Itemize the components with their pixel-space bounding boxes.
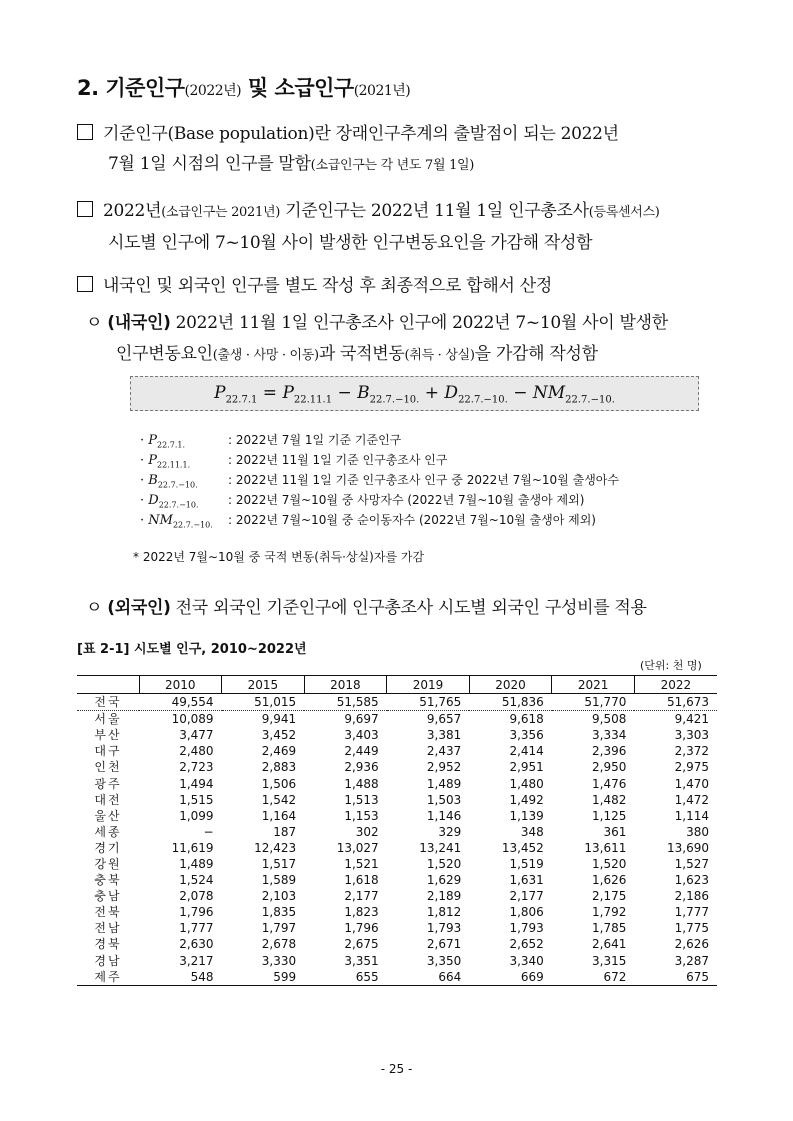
bullet-domestic-foreign: 내국인 및 외국인 인구를 별도 작성 후 최종적으로 합해서 산정 — [77, 271, 552, 301]
value-cell: 3,403 — [344, 728, 379, 743]
region-cell: 제주 — [77, 969, 139, 986]
region-cell: 경남 — [94, 953, 122, 968]
value-cell: 13,690 — [667, 840, 709, 855]
header-cell: 2019 — [387, 676, 470, 694]
value-cell: 675 — [634, 969, 717, 986]
value-cell: 655 — [304, 969, 387, 986]
value-cell: 2,372 — [674, 744, 709, 759]
value-cell: 3,350 — [426, 953, 462, 968]
value-cell: 3,351 — [344, 953, 379, 968]
table-row — [77, 888, 717, 904]
definition-item: · $P_{22.11.1.}$ : 2022년 11월 1일 기준 인구총조사 인구 — [140, 453, 448, 470]
region-cell: 대구 — [94, 744, 122, 759]
value-cell: 2,630 — [179, 937, 214, 952]
value-cell: 1,524 — [179, 873, 214, 888]
region-cell: 강원 — [94, 856, 122, 871]
value-cell: 1,542 — [261, 792, 297, 807]
table-header-row — [77, 676, 717, 694]
circle-bullet-icon: ㅇ — [86, 313, 103, 333]
value-cell: 1,489 — [426, 776, 462, 791]
value-cell: 669 — [469, 969, 552, 986]
square-bullet-icon — [77, 124, 93, 140]
value-cell: 1,153 — [344, 808, 379, 823]
region-cell: 대전 — [94, 792, 122, 807]
value-cell: 2,177 — [344, 889, 379, 904]
value-cell: 1,472 — [674, 792, 709, 807]
region-cell: 부산 — [94, 728, 122, 743]
region-cell: 서울 — [94, 712, 122, 727]
value-cell: 13,027 — [336, 840, 379, 855]
formula-definitions — [140, 430, 619, 530]
value-cell: 1,114 — [674, 808, 709, 823]
value-cell: 2,678 — [261, 937, 297, 952]
value-cell: 9,421 — [674, 712, 709, 727]
header-cell — [77, 676, 139, 694]
table-row — [77, 969, 717, 986]
definition-item: · $D_{22.7.-10.}$ : 2022년 7월~10월 중 사망자수 (2022년 7월~10월 출생아 제외) — [140, 493, 585, 510]
value-cell: 1,777 — [179, 921, 214, 936]
value-cell: 3,381 — [426, 728, 462, 743]
value-cell: 12,423 — [254, 840, 297, 855]
value-cell: 2,078 — [179, 889, 214, 904]
value-cell: 2,469 — [261, 744, 297, 759]
header-cell: 2021 — [552, 676, 635, 694]
value-cell: 187 — [273, 824, 297, 839]
value-cell: 1,618 — [344, 873, 379, 888]
value-cell: 2,437 — [426, 744, 462, 759]
header-cell: 2010 — [139, 676, 222, 694]
value-cell: 2,883 — [261, 760, 297, 775]
value-cell: − — [203, 824, 214, 839]
table-row — [77, 792, 717, 808]
footnote: * 2022년 7월∼10월 중 국적 변동(취득·상실)자를 가감 — [133, 550, 425, 564]
region-cell: 세종 — [94, 824, 122, 839]
value-cell: 1,482 — [592, 792, 627, 807]
value-cell: 51,015 — [222, 694, 305, 711]
value-cell: 10,089 — [171, 712, 214, 727]
value-cell: 664 — [387, 969, 470, 986]
value-cell: 1,527 — [674, 856, 709, 871]
value-cell: 2,175 — [592, 889, 627, 904]
table-row — [77, 743, 717, 759]
region-cell: 경기 — [94, 840, 122, 855]
header-cell: 2020 — [469, 676, 552, 694]
table-row — [77, 920, 717, 936]
table-caption: [표 2-1] 시도별 인구, 2010~2022년 — [77, 642, 307, 657]
value-cell: 1,139 — [509, 808, 544, 823]
value-cell: 1,503 — [426, 792, 462, 807]
region-cell: 전국 — [77, 694, 139, 711]
value-cell: 9,618 — [509, 712, 544, 727]
value-cell: 1,793 — [509, 921, 544, 936]
value-cell: 1,589 — [261, 873, 297, 888]
value-cell: 3,340 — [509, 953, 544, 968]
value-cell: 51,770 — [552, 694, 635, 711]
value-cell: 1,494 — [179, 776, 214, 791]
value-cell: 1,631 — [509, 873, 544, 888]
value-cell: 3,452 — [261, 728, 297, 743]
table-row — [77, 808, 717, 824]
value-cell: 3,356 — [509, 728, 544, 743]
table-row — [77, 694, 717, 711]
value-cell: 1,164 — [261, 808, 297, 823]
value-cell: 2,950 — [592, 760, 627, 775]
value-cell: 1,629 — [426, 873, 462, 888]
value-cell: 2,480 — [179, 744, 214, 759]
value-cell: 1,812 — [426, 905, 462, 920]
value-cell: 599 — [222, 969, 305, 986]
region-cell: 전북 — [94, 905, 122, 920]
value-cell: 2,626 — [674, 937, 709, 952]
table-row — [77, 856, 717, 872]
value-cell: 3,315 — [592, 953, 627, 968]
value-cell: 3,334 — [592, 728, 627, 743]
value-cell: 1,792 — [592, 905, 627, 920]
value-cell: 49,554 — [139, 694, 222, 711]
value-cell: 2,975 — [674, 760, 709, 775]
header-cell: 2022 — [634, 676, 717, 694]
value-cell: 1,626 — [592, 873, 627, 888]
value-cell: 51,585 — [304, 694, 387, 711]
value-cell: 2,396 — [592, 744, 627, 759]
square-bullet-icon — [77, 276, 93, 292]
value-cell: 2,103 — [261, 889, 297, 904]
value-cell: 1,488 — [344, 776, 379, 791]
value-cell: 2,189 — [426, 889, 462, 904]
value-cell: 3,477 — [179, 728, 214, 743]
value-cell: 548 — [139, 969, 222, 986]
value-cell: 9,508 — [592, 712, 627, 727]
value-cell: 302 — [355, 824, 379, 839]
value-cell: 2,951 — [509, 760, 544, 775]
value-cell: 13,241 — [419, 840, 462, 855]
foreign-paragraph: ㅇ (외국인) 전국 외국인 기준인구에 인구총조사 시도별 외국인 구성비를 적용 — [86, 598, 647, 618]
region-cell: 광주 — [94, 776, 122, 791]
population-table — [77, 675, 717, 986]
value-cell: 2,186 — [674, 889, 709, 904]
definition-item: · $B_{22.7.-10.}$ : 2022년 11월 1일 기준 인구총조사 인구 중 2022년 7월~10월 출생아수 — [140, 473, 619, 490]
table-row — [77, 824, 717, 840]
bullet-reference-method: 2022년(소급인구는 2021년) 기준인구는 2022년 11월 1일 인구총조사(등록센서스) 시도별 인구에 7~10월 사이 발생한 인구변동요인을 가감해 작성함 — [77, 196, 660, 258]
region-cell: 경북 — [94, 937, 122, 952]
value-cell: 51,673 — [634, 694, 717, 711]
value-cell: 1,470 — [674, 776, 709, 791]
value-cell: 2,641 — [592, 937, 627, 952]
value-cell: 1,492 — [509, 792, 544, 807]
region-cell: 울산 — [94, 808, 122, 823]
table-row — [77, 840, 717, 856]
region-cell: 충남 — [94, 889, 122, 904]
value-cell: 1,796 — [179, 905, 214, 920]
value-cell: 1,793 — [426, 921, 462, 936]
value-cell: 3,287 — [674, 953, 709, 968]
table-row — [77, 711, 717, 728]
region-cell: 전남 — [94, 921, 122, 936]
value-cell: 11,619 — [171, 840, 214, 855]
value-cell: 2,952 — [426, 760, 462, 775]
value-cell: 51,836 — [469, 694, 552, 711]
value-cell: 1,797 — [261, 921, 297, 936]
table-row — [77, 775, 717, 791]
value-cell: 329 — [438, 824, 462, 839]
definition-item: · $P_{22.7.1.}$ : 2022년 7월 1일 기준 기준인구 — [140, 433, 402, 450]
value-cell: 1,777 — [674, 905, 709, 920]
region-cell: 인천 — [94, 760, 122, 775]
value-cell: 13,611 — [584, 840, 627, 855]
section-title: 2. 기준인구(2022년) 및 소급인구(2021년) — [77, 76, 411, 100]
domestic-paragraph: ㅇ (내국인) 2022년 11월 1일 인구총조사 인구에 2022년 7~10월 사이 발생한 인구변동요인(출생 · 사망 · 이동)과 국적변동(취득 · 상실)을 가감해 작성함 — [86, 313, 668, 364]
value-cell: 1,623 — [674, 873, 709, 888]
value-cell: 2,936 — [344, 760, 379, 775]
value-cell: 2,675 — [344, 937, 379, 952]
value-cell: 2,414 — [509, 744, 544, 759]
value-cell: 1,775 — [674, 921, 709, 936]
value-cell: 1,823 — [344, 905, 379, 920]
value-cell: 1,476 — [592, 776, 627, 791]
value-cell: 1,521 — [344, 856, 379, 871]
table-row — [77, 727, 717, 743]
value-cell: 1,785 — [592, 921, 627, 936]
value-cell: 2,723 — [179, 760, 214, 775]
value-cell: 2,671 — [426, 937, 462, 952]
value-cell: 1,519 — [509, 856, 544, 871]
value-cell: 1,099 — [179, 808, 214, 823]
table-row — [77, 904, 717, 920]
square-bullet-icon — [77, 201, 93, 217]
formula-box: $P_{22.7.1} = P_{22.11.1} - B_{22.7.-10.} + D_{22.7.-10.} - NM_{22.7.-10.}$ — [130, 376, 699, 411]
value-cell: 3,303 — [674, 728, 709, 743]
value-cell: 2,449 — [344, 744, 379, 759]
value-cell: 1,513 — [344, 792, 379, 807]
page-number: - 25 - — [380, 1062, 413, 1076]
value-cell: 348 — [520, 824, 544, 839]
value-cell: 380 — [686, 824, 709, 839]
value-cell: 1,125 — [592, 808, 627, 823]
value-cell: 1,796 — [344, 921, 379, 936]
value-cell: 2,177 — [509, 889, 544, 904]
header-cell: 2015 — [222, 676, 305, 694]
value-cell: 361 — [603, 824, 627, 839]
value-cell: 2,652 — [509, 937, 544, 952]
definition-item: · $NM_{22.7.-10.}$ : 2022년 7월~10월 중 순이동자수 (2022년 7월~10월 출생아 제외) — [140, 513, 596, 530]
value-cell: 3,217 — [179, 953, 214, 968]
value-cell: 1,480 — [509, 776, 544, 791]
value-cell: 1,146 — [426, 808, 462, 823]
table-row — [77, 936, 717, 952]
circle-bullet-icon: ㅇ — [86, 598, 103, 618]
value-cell: 672 — [552, 969, 635, 986]
header-cell: 2018 — [304, 676, 387, 694]
value-cell: 1,806 — [509, 905, 544, 920]
table-unit: (단위: 천 명) — [640, 659, 702, 672]
region-cell: 충북 — [94, 873, 122, 888]
bullet-base-population: 기준인구(Base population)란 장래인구추계의 출발점이 되는 2022년 7월 1일 시점의 인구를 말함(소급인구는 각 년도 7월 1일) — [77, 119, 619, 181]
value-cell: 51,765 — [387, 694, 470, 711]
value-cell: 13,452 — [501, 840, 544, 855]
value-cell: 1,835 — [261, 905, 297, 920]
value-cell: 1,506 — [261, 776, 297, 791]
value-cell: 1,489 — [179, 856, 214, 871]
table-row — [77, 953, 717, 969]
value-cell: 1,520 — [592, 856, 627, 871]
value-cell: 1,515 — [179, 792, 214, 807]
value-cell: 1,520 — [426, 856, 462, 871]
value-cell: 9,941 — [261, 712, 297, 727]
value-cell: 9,697 — [344, 712, 379, 727]
table-row — [77, 872, 717, 888]
value-cell: 9,657 — [426, 712, 462, 727]
value-cell: 3,330 — [261, 953, 297, 968]
table-row — [77, 759, 717, 775]
value-cell: 1,517 — [261, 856, 297, 871]
